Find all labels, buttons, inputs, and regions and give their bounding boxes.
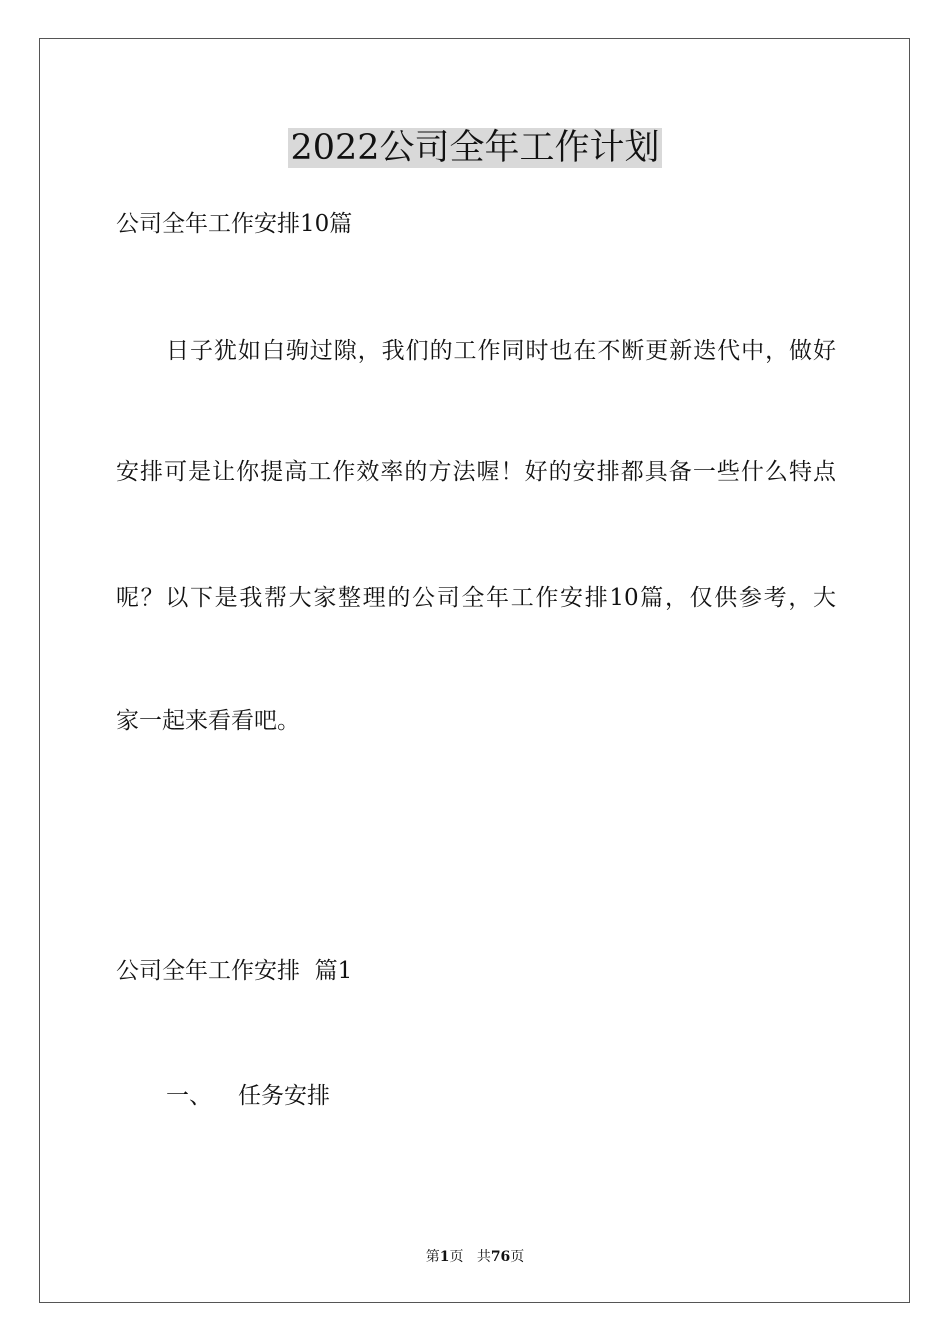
section-heading: 公司全年工作安排 篇1 — [116, 958, 353, 984]
intro-paragraph-line-2: 安排可是让你提高工作效率的方法喔！好的安排都具备一些什么特点 — [116, 459, 836, 485]
footer-page-number: 1 — [439, 1249, 450, 1265]
footer-total-prefix: 共 — [476, 1249, 491, 1265]
footer-page-suffix: 页 — [449, 1249, 464, 1265]
sub-heading-text: 任务安排 — [238, 1083, 330, 1109]
sub-heading — [166, 1081, 330, 1111]
document-title-text: 2022公司全年工作计划 — [290, 128, 660, 168]
page-footer — [0, 1248, 950, 1266]
footer-page-prefix: 第 — [425, 1249, 440, 1265]
document-subtitle: 公司全年工作安排10篇 — [116, 211, 353, 237]
sub-heading-number: 一、 — [166, 1083, 212, 1109]
footer-total-suffix: 页 — [510, 1249, 525, 1265]
footer-total-pages: 76 — [490, 1249, 511, 1265]
document-title — [0, 124, 950, 172]
intro-paragraph-line-3: 呢？以下是我帮大家整理的公司全年工作安排10篇，仅供参考，大 — [116, 585, 836, 611]
intro-paragraph-line-4: 家一起来看看吧。 — [116, 708, 300, 734]
intro-paragraph-line-1: 日子犹如白驹过隙，我们的工作同时也在不断更新迭代中，做好 — [166, 338, 836, 364]
